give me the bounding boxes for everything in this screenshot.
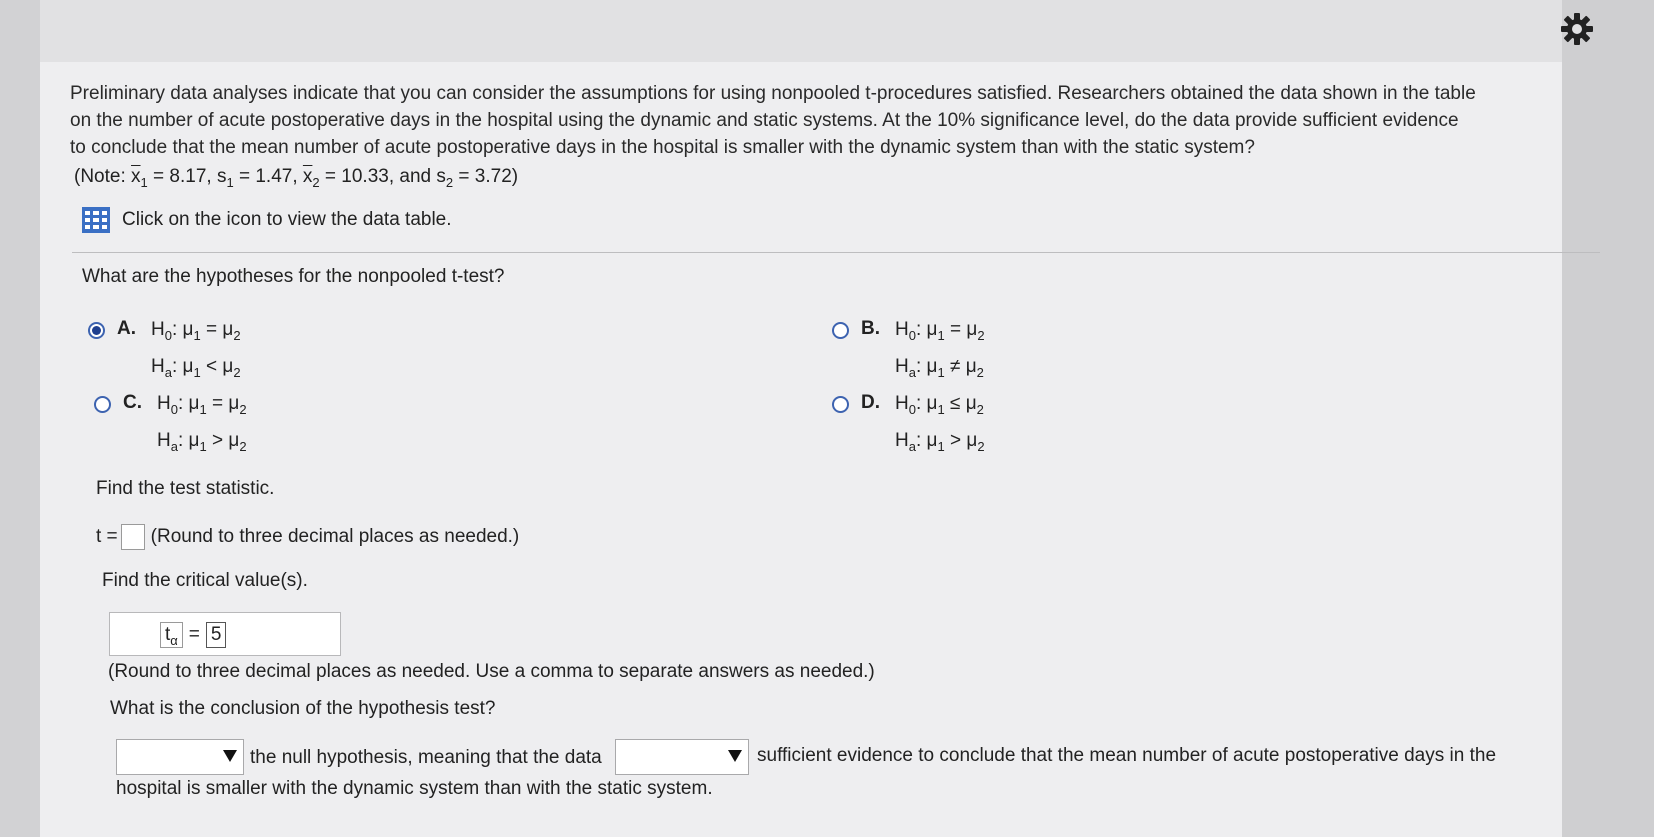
section-divider: [72, 252, 1600, 253]
round-hint: (Round to three decimal places as needed.): [150, 526, 520, 547]
option-a[interactable]: [88, 318, 241, 388]
option-c[interactable]: [94, 392, 247, 462]
null-hypothesis: $H_0$: $\mu_1 = \mu_2$: [151, 319, 241, 343]
option-letter: D.: [861, 392, 880, 413]
option-letter: C.: [123, 392, 142, 413]
null-hypothesis: $H_0$: $\mu_1 = \mu_2$: [157, 393, 247, 417]
gear-icon[interactable]: [1560, 12, 1594, 46]
option-b[interactable]: [832, 318, 985, 388]
radio-icon[interactable]: [832, 396, 849, 413]
hypotheses-prompt: What are the hypotheses for the nonpooled t-test?: [82, 266, 505, 287]
null-hypothesis: $H_0$: $\mu_1 \le \mu_2$: [895, 393, 984, 417]
radio-icon[interactable]: [94, 396, 111, 413]
test-statistic-row: [96, 524, 519, 550]
evidence-dropdown[interactable]: [615, 739, 749, 775]
radio-selected-icon[interactable]: [88, 322, 105, 339]
hypothesis-pair: [151, 314, 241, 388]
radio-icon[interactable]: [832, 322, 849, 339]
option-letter: A.: [117, 318, 136, 339]
critical-symbol-field[interactable]: $t_\alpha$: [160, 622, 183, 648]
alternative-hypothesis: $H_a$: $\mu_1 \ne \mu_2$: [895, 355, 984, 380]
hypothesis-pair: [895, 314, 985, 388]
critical-expression: [160, 622, 226, 648]
t-label: t =: [96, 526, 118, 547]
question-line: on the number of acute postoperative days in the hospital using the dynamic and static systems. At the 10% significance level, do the data provide sufficient evidence: [70, 110, 1459, 131]
data-table-icon[interactable]: [82, 207, 110, 233]
question-text: [70, 80, 1600, 161]
data-table-link[interactable]: [82, 207, 452, 233]
critical-value-input[interactable]: 5: [206, 622, 227, 648]
null-hypothesis: $H_0$: $\mu_1 = \mu_2$: [895, 319, 985, 343]
data-table-link-text[interactable]: Click on the icon to view the data table.: [122, 209, 452, 230]
alternative-hypothesis: $H_a$: $\mu_1 > \mu_2$: [157, 429, 247, 454]
critical-round-hint: (Round to three decimal places as needed. Use a comma to separate answers as needed.): [108, 661, 875, 682]
top-toolbar: [40, 0, 1562, 63]
equals-sign: =: [188, 624, 200, 645]
alternative-hypothesis: $H_a$: $\mu_1 > \mu_2$: [895, 429, 985, 454]
critical-value-prompt: Find the critical value(s).: [102, 570, 308, 591]
test-statistic-prompt: Find the test statistic.: [96, 478, 275, 499]
dropdown-arrow-icon: [223, 750, 237, 762]
question-line: Preliminary data analyses indicate that you can consider the assumptions for using nonpooled t-procedures satisfied. Researchers obtained the data shown in the table: [70, 83, 1476, 104]
reject-dropdown[interactable]: [116, 739, 244, 775]
alternative-hypothesis: $H_a$: $\mu_1 < \mu_2$: [151, 355, 241, 380]
question-line: to conclude that the mean number of acute postoperative days in the hospital is smaller with the dynamic system than with the static system?: [70, 137, 1255, 158]
conclusion-text-1: the null hypothesis, meaning that the data: [250, 747, 602, 768]
critical-value-box[interactable]: [109, 612, 341, 656]
dropdown-arrow-icon: [728, 750, 742, 762]
hypothesis-pair: [157, 388, 247, 462]
option-letter: B.: [861, 318, 880, 339]
conclusion-text-3: hospital is smaller with the dynamic system than with the static system.: [116, 778, 713, 799]
hypothesis-pair: [895, 388, 985, 462]
left-background: [0, 0, 40, 837]
summary-note: (Note: $\overline{x}_1 = 8.17$, $s_1 = 1.47$, $\overline{x}_2 = 10.33$, and $s_2 = 3.72$): [74, 166, 519, 190]
option-d[interactable]: [832, 392, 985, 462]
conclusion-prompt: What is the conclusion of the hypothesis test?: [110, 698, 496, 719]
test-statistic-input[interactable]: [121, 524, 145, 550]
conclusion-text-2: sufficient evidence to conclude that the mean number of acute postoperative days in the: [757, 745, 1497, 766]
